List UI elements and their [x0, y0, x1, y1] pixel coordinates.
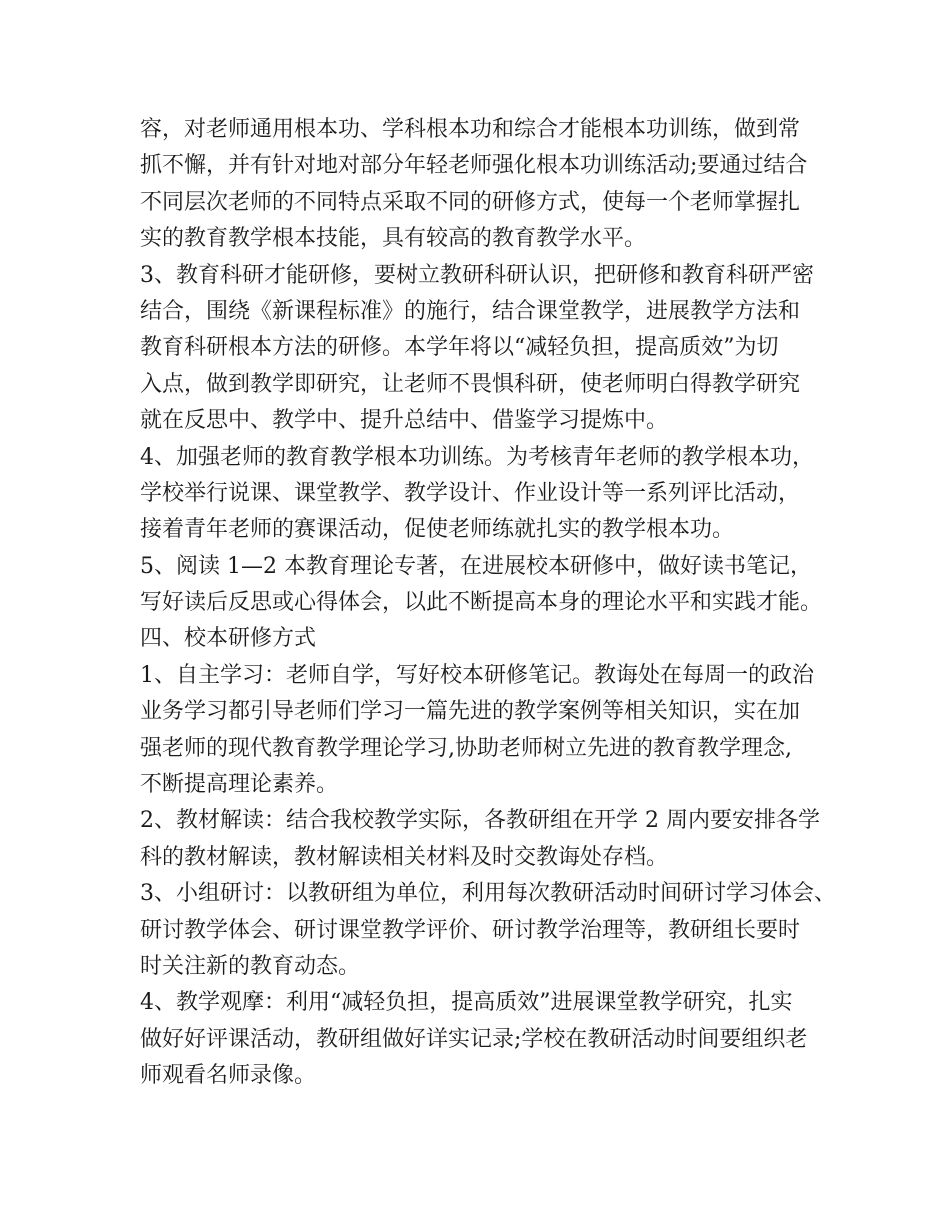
text-line: 4、加强老师的教育教学根本功训练。为考核青年老师的教学根本功，	[140, 444, 814, 470]
text-line: 4、教学观摩：利用“减轻负担，提高质效”进展课堂教学研究，扎实	[140, 990, 793, 1016]
text-line: 不断提高理论素养。	[140, 772, 339, 798]
text-line: 就在反思中、教学中、提升总结中、借鉴学习提炼中。	[140, 408, 669, 434]
text-line: 实的教育教学根本技能，具有较高的教育教学水平。	[140, 226, 647, 252]
text-line: 师观看名师录像。	[140, 1063, 317, 1089]
section-heading: 四、校本研修方式	[140, 626, 317, 652]
text-line: 学校举行说课、课堂教学、教学设计、作业设计等一系列评比活动，	[140, 480, 801, 506]
text-line: 入点，做到教学即研究，让老师不畏惧科研，使老师明白得教学研究	[140, 371, 801, 397]
text-line: 写好读后反思或心得体会，以此不断提高本身的理论水平和实践才能。	[140, 590, 823, 616]
text-line: 教育科研根本方法的研修。本学年将以“减轻负担，提高质效”为切	[140, 335, 779, 361]
text-line: 强老师的现代教育教学理论学习,协助老师树立先进的教育教学理念,	[140, 735, 792, 761]
text-line: 时关注新的教育动态。	[140, 953, 361, 979]
text-line: 容，对老师通用根本功、学科根本功和综合才能根本功训练，做到常	[140, 117, 801, 142]
text-line: 5、阅读 1—2 本教育理论专著，在进展校本研修中，做好读书笔记，	[140, 553, 812, 579]
text-line: 3、小组研讨：以教研组为单位，利用每次教研活动时间研讨学习体会、	[140, 881, 836, 907]
text-line: 不同层次老师的不同特点采取不同的研修方式，使每一个老师掌握扎	[140, 189, 801, 215]
text-line: 结合，围绕《新课程标准》的施行，结合课堂教学，进展教学方法和	[140, 298, 801, 324]
text-line: 做好好评课活动，教研组做好详实记录;学校在教研活动时间要组织老	[140, 1026, 808, 1052]
text-line: 2、教材解读：结合我校教学实际，各教研组在开学 2 周内要安排各学	[140, 808, 820, 834]
document-body	[140, 112, 836, 1095]
text-line: 抓不懈，并有针对地对部分年轻老师强化根本功训练活动;要通过结合	[140, 153, 808, 179]
text-line: 3、教育科研才能研修，要树立教研科研认识，把研修和教育科研严密	[140, 262, 814, 288]
text-line: 科的教材解读，教材解读相关材料及时交教诲处存档。	[140, 844, 669, 870]
text-line: 1、自主学习：老师自学，写好校本研修笔记。教诲处在每周一的政治	[140, 662, 814, 688]
text-line: 研讨教学体会、研讨课堂教学评价、研讨教学治理等，教研组长要时	[140, 917, 801, 943]
text-line: 接着青年老师的赛课活动，促使老师练就扎实的教学根本功。	[140, 517, 735, 543]
text-line: 业务学习都引导老师们学习一篇先进的教学案例等相关知识，实在加	[140, 699, 801, 725]
